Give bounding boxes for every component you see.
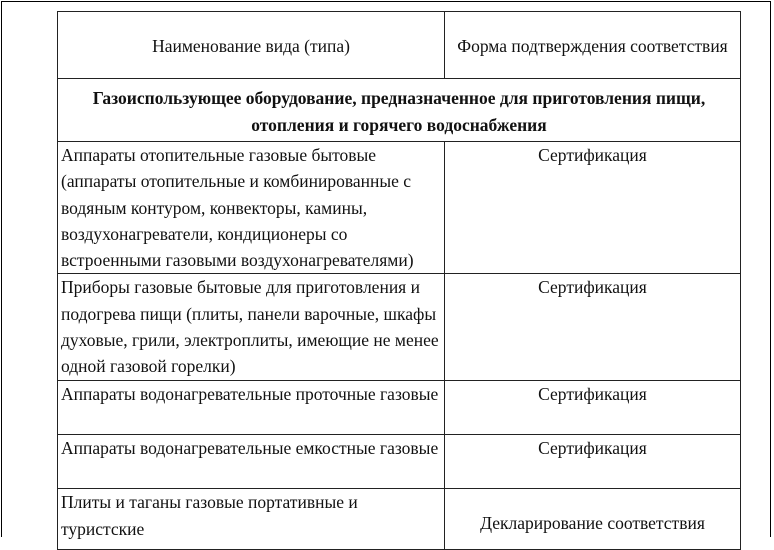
row-type-name: Аппараты водонагревательные емкостные газовые <box>58 435 445 489</box>
header-type-name <box>58 12 445 79</box>
row-confirmation-form: Декларирование соответствия <box>445 489 741 550</box>
table-header-row <box>58 12 741 79</box>
row-confirmation-form: Сертификация <box>445 142 741 274</box>
header-confirmation-form-text: Форма подтверждения соответствия <box>457 36 728 56</box>
row-type-name: Плиты и таганы газовые портативные и туристские <box>58 489 445 550</box>
header-type-name-text: Наименование вида (типа) <box>152 36 350 56</box>
row-confirmation-form: Сертификация <box>445 435 741 489</box>
row-type-name: Аппараты водонагревательные проточные газовые <box>58 381 445 435</box>
section-title: Газоиспользующее оборудование, предназначенное для приготовления пищи, отопления и горячего водоснабжения <box>58 79 741 142</box>
table-row <box>58 381 741 435</box>
row-type-name: Приборы газовые бытовые для приготовления и подогрева пищи (плиты, панели варочные, шкафы духовые, грили, электроплиты, имеющие не менее одной газовой горелки) <box>58 274 445 381</box>
certification-table <box>57 11 741 550</box>
row-confirmation-form: Сертификация <box>445 381 741 435</box>
table-row <box>58 274 741 381</box>
header-confirmation-form <box>445 12 741 79</box>
row-confirmation-form: Сертификация <box>445 274 741 381</box>
table-row <box>58 489 741 550</box>
row-type-name: Аппараты отопительные газовые бытовые (аппараты отопительные и комбинированные с водяным контуром, конвекторы, камины, воздухонагреватели, кондиционеры со встроенными газовыми воздухонагревателями) <box>58 142 445 274</box>
table-row <box>58 435 741 489</box>
section-row <box>58 79 741 142</box>
table-row <box>58 142 741 274</box>
